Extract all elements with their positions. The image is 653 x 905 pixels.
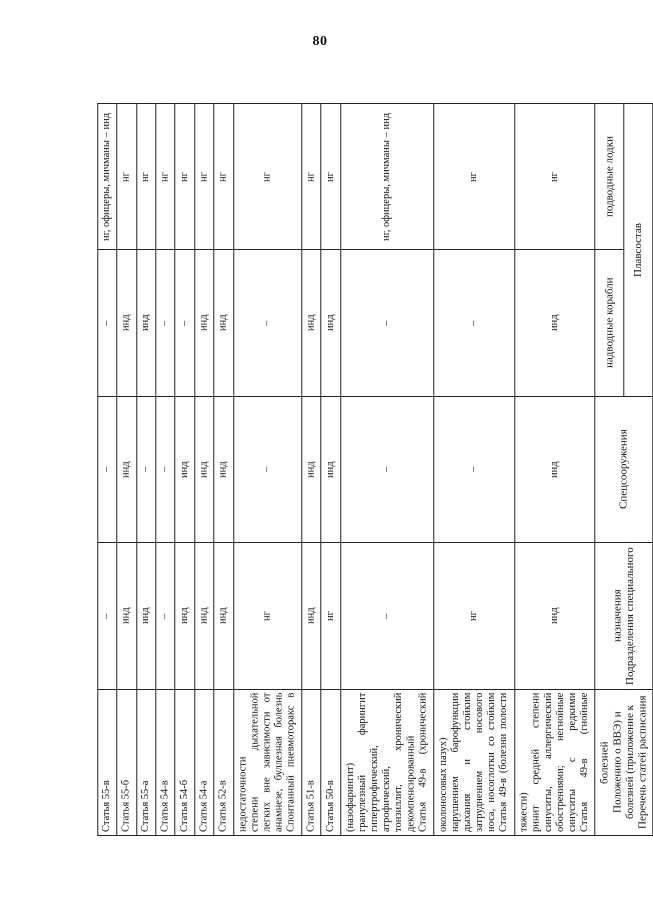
rotated-table-frame — [97, 103, 649, 836]
disease-cell: Статья 49-в (болезни полости носа, носоглотки со стойким затруднением носового дыхания и стойким нарушением барофункции околоносовых пазух) — [434, 689, 515, 835]
table-row — [195, 104, 214, 836]
special-units-cell: инд — [175, 543, 194, 689]
table-row — [214, 104, 233, 836]
page-number: 80 — [312, 34, 328, 49]
special-units-cell: – — [341, 543, 434, 689]
table-row — [434, 104, 515, 836]
special-facilities-cell: инд — [214, 396, 233, 542]
surface-ships-cell: – — [98, 250, 118, 396]
surface-ships-cell: – — [156, 250, 175, 396]
disease-cell: Статья 49-в (хронический декомпенсированный тонзиллит, хронический атрофический, гипертрофический, гранулезный фарингит (назофарингит) — [341, 689, 434, 835]
table-row — [514, 104, 595, 836]
table-row — [321, 104, 340, 836]
special-facilities-cell: инд — [321, 396, 340, 542]
surface-ships-cell: инд — [136, 250, 155, 396]
table-row — [341, 104, 434, 836]
disease-cell: Статья 50-в — [321, 689, 340, 835]
surface-ships-cell: инд — [214, 250, 233, 396]
submarines-cell: нг — [233, 104, 302, 250]
special-facilities-cell: инд — [195, 396, 214, 542]
surface-ships-cell: инд — [514, 250, 595, 396]
special-facilities-cell: – — [136, 396, 155, 542]
header-special-facilities: Спецсооружения — [595, 396, 653, 542]
submarines-cell: нг — [175, 104, 194, 250]
surface-ships-cell: инд — [302, 250, 321, 396]
special-units-cell: инд — [136, 543, 155, 689]
submarines-cell: нг — [195, 104, 214, 250]
surface-ships-cell: – — [175, 250, 194, 396]
disease-cell: Статья 52-в — [214, 689, 233, 835]
surface-ships-cell: – — [434, 250, 515, 396]
special-facilities-cell: инд — [514, 396, 595, 542]
special-units-cell: нг — [321, 543, 340, 689]
submarines-cell: нг — [321, 104, 340, 250]
table-row — [136, 104, 155, 836]
header-diseases: Перечень статей расписания болезней (приложение к Положению о ВВЭ) и болезней — [595, 689, 653, 835]
surface-ships-cell: инд — [195, 250, 214, 396]
special-facilities-cell: – — [341, 396, 434, 542]
table-row — [302, 104, 321, 836]
submarines-cell: нг — [514, 104, 595, 250]
special-facilities-cell: инд — [117, 396, 136, 542]
submarines-cell: нг — [214, 104, 233, 250]
special-facilities-cell: инд — [175, 396, 194, 542]
special-units-cell: инд — [514, 543, 595, 689]
table-row — [175, 104, 194, 836]
special-facilities-cell: – — [156, 396, 175, 542]
special-units-cell: инд — [117, 543, 136, 689]
special-units-cell: инд — [214, 543, 233, 689]
surface-ships-cell: инд — [117, 250, 136, 396]
submarines-cell: нг, офицеры, мичманы – инд — [341, 104, 434, 250]
table-row — [98, 104, 118, 836]
submarines-cell: нг — [434, 104, 515, 250]
special-facilities-cell: инд — [302, 396, 321, 542]
special-units-cell: нг — [233, 543, 302, 689]
header-surface-ships: надводные корабли — [595, 250, 624, 396]
surface-ships-cell: инд — [321, 250, 340, 396]
disease-cell: Статья 55-б — [117, 689, 136, 835]
special-units-cell: инд — [302, 543, 321, 689]
disease-cell: Статья 55-в — [98, 689, 118, 835]
special-units-cell: – — [156, 543, 175, 689]
disease-cell: Статья 49-в (гнойные синуситы с редкими обострениями; негнойные синуситы, аллергический ринит средней степени тяжести) — [514, 689, 595, 835]
disease-cell: Статья 55-а — [136, 689, 155, 835]
submarines-cell: нг — [302, 104, 321, 250]
submarines-cell: нг — [156, 104, 175, 250]
special-facilities-cell: – — [233, 396, 302, 542]
special-facilities-cell: – — [98, 396, 118, 542]
special-units-cell: нг — [434, 543, 515, 689]
submarines-cell: нг — [136, 104, 155, 250]
disease-cell: Статья 51-в — [302, 689, 321, 835]
special-units-cell: – — [98, 543, 118, 689]
header-special-units: Подразделения специального назначения — [595, 543, 653, 689]
restrictions-table — [97, 103, 653, 836]
surface-ships-cell: – — [341, 250, 434, 396]
table-row — [233, 104, 302, 836]
disease-cell: Спонтанный пневмоторакс в анамнезе, буллезная болезнь легких вне зависимости от степени дыхательной недостаточности — [233, 689, 302, 835]
submarines-cell: нг, офицеры, мичманы – инд — [98, 104, 118, 250]
header-floating-staff: Плавсостав — [624, 104, 653, 397]
special-units-cell: инд — [195, 543, 214, 689]
disease-cell: Статья 54-б — [175, 689, 194, 835]
header-submarines: подводные лодки — [595, 104, 624, 250]
disease-cell: Статья 54-в — [156, 689, 175, 835]
surface-ships-cell: – — [233, 250, 302, 396]
table-row — [156, 104, 175, 836]
submarines-cell: нг — [117, 104, 136, 250]
special-facilities-cell: – — [434, 396, 515, 542]
table-row — [117, 104, 136, 836]
disease-cell: Статья 54-а — [195, 689, 214, 835]
